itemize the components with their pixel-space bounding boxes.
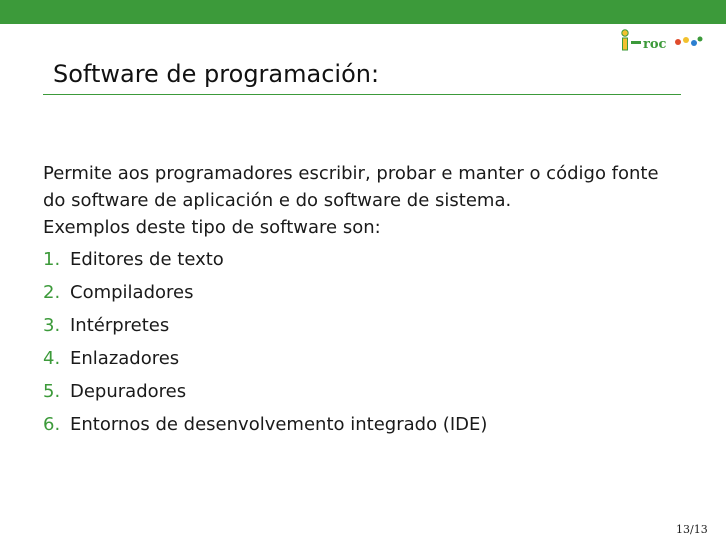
list-item — [43, 410, 487, 443]
list-item — [43, 245, 487, 278]
i-roc-logo — [618, 28, 704, 54]
slide-title: Software de programación: — [53, 60, 380, 88]
list-item — [43, 377, 487, 410]
list-item-number: 4. — [43, 348, 61, 369]
list-item-number: 5. — [43, 381, 61, 402]
software-list — [43, 245, 487, 443]
list-item-number: 3. — [43, 315, 61, 336]
list-item-label: Depuradores — [70, 381, 187, 402]
svg-text:roc: roc — [643, 37, 667, 52]
list-item-number: 1. — [43, 249, 61, 270]
title-underline — [43, 94, 681, 95]
list-item-number: 2. — [43, 282, 61, 303]
list-item — [43, 311, 487, 344]
list-item-label: Enlazadores — [70, 348, 180, 369]
intro-line-3: Exemplos deste tipo de software son: — [43, 217, 381, 238]
list-item — [43, 344, 487, 377]
list-item-label: Intérpretes — [70, 315, 170, 336]
intro-line-1: Permite aos programadores escribir, probar e manter o código fonte — [43, 163, 659, 184]
list-item — [43, 278, 487, 311]
intro-line-2: do software de aplicación e do software de sistema. — [43, 190, 512, 211]
list-item-label: Editores de texto — [70, 249, 224, 270]
list-item-number: 6. — [43, 414, 61, 435]
page-counter: 13/13 — [676, 523, 708, 536]
list-item-label: Entornos de desenvolvemento integrado (IDE) — [70, 414, 488, 435]
header-bar — [0, 0, 726, 24]
slide-body — [43, 160, 683, 241]
list-item-label: Compiladores — [70, 282, 194, 303]
